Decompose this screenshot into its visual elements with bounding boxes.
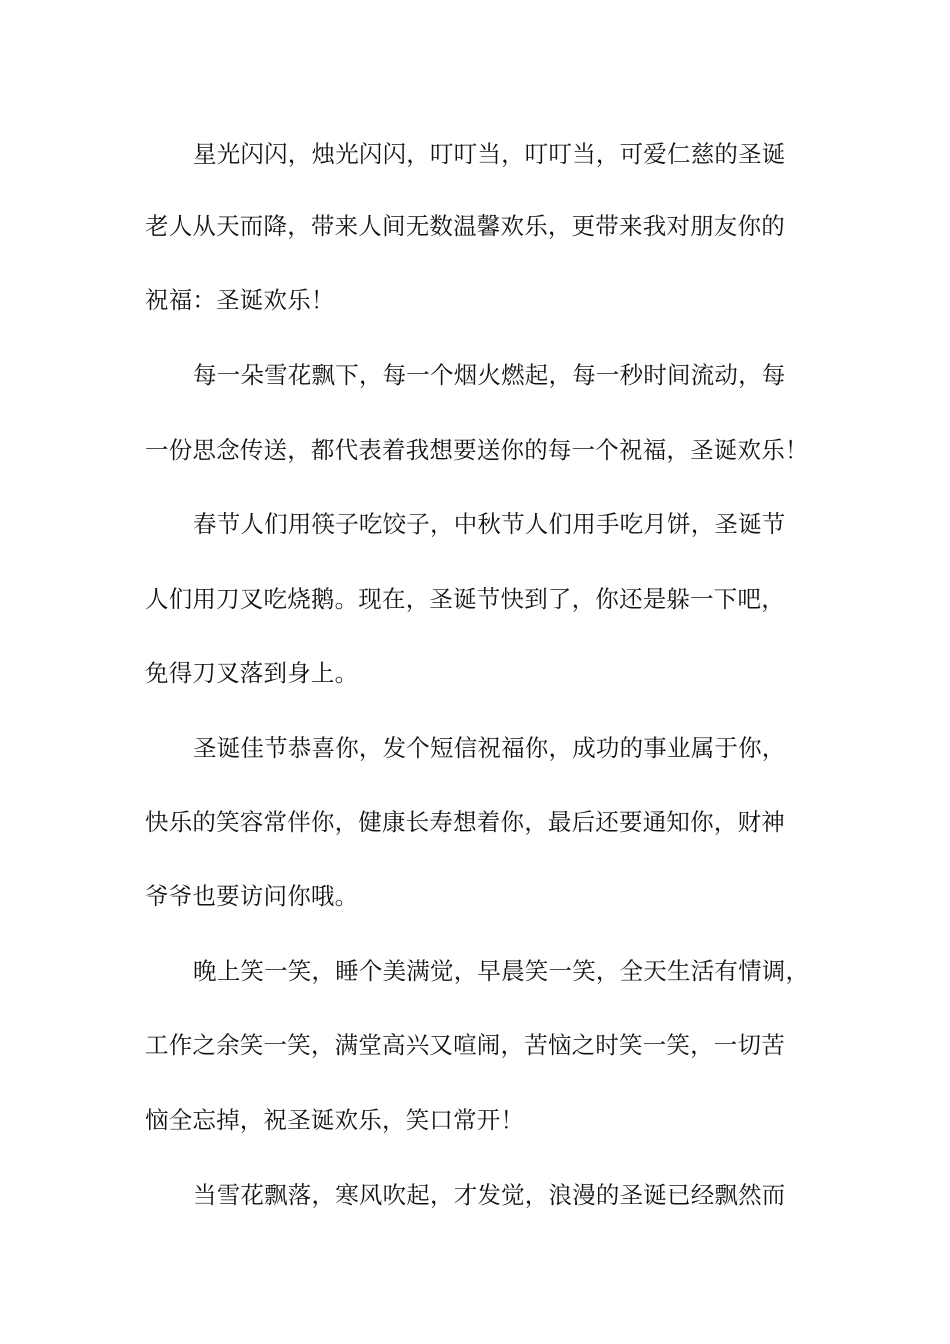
- paragraph-3-line-3: 免得刀叉落到身上。: [145, 659, 359, 687]
- paragraph-1-line-2: 老人从天而降，带来人间无数温馨欢乐，更带来我对朋友你的: [145, 212, 785, 240]
- paragraph-5-line-2: 工作之余笑一笑，满堂高兴又喧闹，苦恼之时笑一笑，一切苦: [145, 1031, 785, 1059]
- paragraph-5-line-1: 晚上笑一笑，睡个美满觉，早晨笑一笑，全天生活有情调，: [193, 957, 810, 985]
- paragraph-4-line-2: 快乐的笑容常伴你，健康长寿想着你，最后还要通知你，财神: [145, 808, 785, 836]
- paragraph-4-line-1: 圣诞佳节恭喜你，发个短信祝福你，成功的事业属于你，: [193, 734, 786, 762]
- paragraph-2-line-1: 每一朵雪花飘下，每一个烟火燃起，每一秒时间流动，每: [193, 361, 786, 389]
- paragraph-5-line-3: 恼全忘掉，祝圣诞欢乐，笑口常开！: [145, 1106, 525, 1134]
- paragraph-6-line-1: 当雪花飘落，寒风吹起，才发觉，浪漫的圣诞已经飘然而: [193, 1181, 786, 1209]
- paragraph-4-line-3: 爷爷也要访问你哦。: [145, 882, 359, 910]
- paragraph-2-line-2: 一份思念传送，都代表着我想要送你的每一个祝福，圣诞欢乐！: [145, 436, 809, 464]
- paragraph-3-line-1: 春节人们用筷子吃饺子，中秋节人们用手吃月饼，圣诞节: [193, 510, 786, 538]
- paragraph-1-line-3: 祝福：圣诞欢乐！: [145, 286, 335, 314]
- paragraph-1-line-1: 星光闪闪，烛光闪闪，叮叮当，叮叮当，可爱仁慈的圣诞: [193, 140, 786, 168]
- paragraph-3-line-2: 人们用刀叉吃烧鹅。现在，圣诞节快到了，你还是躲一下吧，: [145, 585, 785, 613]
